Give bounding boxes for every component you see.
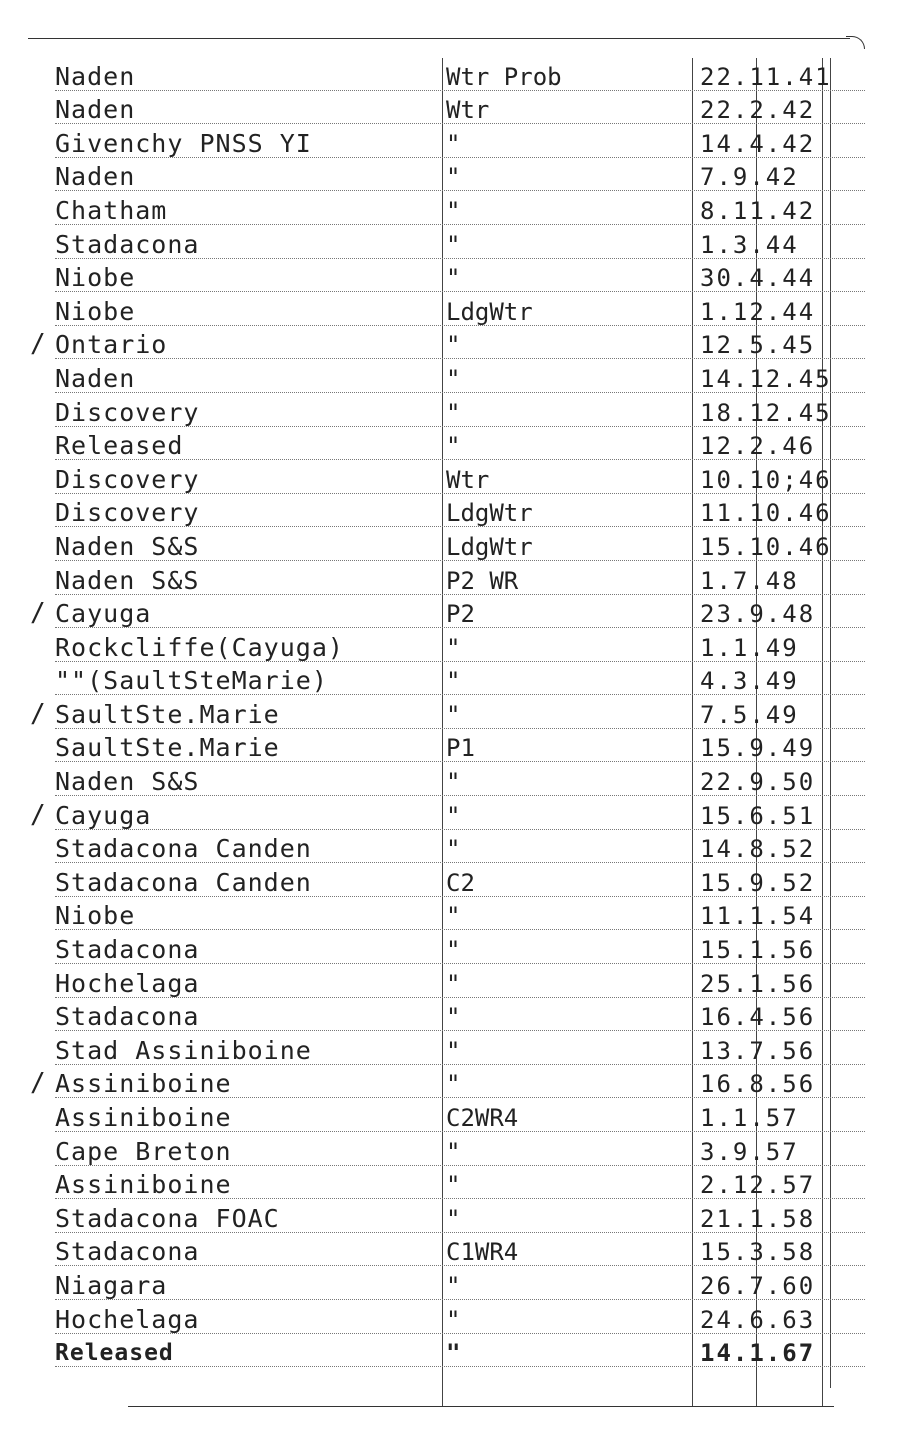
rank-rating: " <box>446 230 461 259</box>
record-row <box>0 631 900 665</box>
ship-name: Cayuga <box>55 599 152 629</box>
rank-rating: " <box>446 835 461 864</box>
posting-date: 15.9.49 <box>700 734 816 763</box>
record-row <box>0 329 900 363</box>
record-row <box>0 665 900 699</box>
ship-name: Hochelaga <box>55 968 200 998</box>
rank-rating: Wtr <box>446 465 490 494</box>
ship-name: Cayuga <box>55 800 152 830</box>
posting-date: 14.8.52 <box>700 835 816 864</box>
ship-name: Ontario <box>55 330 168 360</box>
posting-date: 13.7.56 <box>700 1036 816 1065</box>
record-row <box>0 1303 900 1337</box>
record-row <box>0 295 900 329</box>
ship-name: Stadacona FOAC <box>55 1203 280 1233</box>
ship-name: SaultSte.Marie <box>55 733 280 763</box>
posting-date: 18.12.45 <box>700 398 832 427</box>
ship-name: Discovery <box>55 498 200 528</box>
posting-date: 1.12.44 <box>700 297 816 326</box>
ship-name: Niobe <box>55 901 136 931</box>
record-row <box>0 161 900 195</box>
record-row <box>0 1269 900 1303</box>
rank-rating: LdgWtr <box>446 532 533 561</box>
posting-date: 12.2.46 <box>700 432 816 461</box>
posting-date: 25.1.56 <box>700 969 816 998</box>
posting-date: 16.8.56 <box>700 1070 816 1099</box>
rank-rating: " <box>446 331 461 360</box>
rank-rating: " <box>446 1305 461 1334</box>
ship-name: Stadacona <box>55 935 200 965</box>
rank-rating: " <box>446 398 461 427</box>
rank-rating: LdgWtr <box>446 499 533 528</box>
ship-name: ""(SaultSteMarie) <box>55 666 328 696</box>
rank-rating: Wtr <box>446 96 490 125</box>
record-row <box>0 933 900 967</box>
posting-date: 21.1.58 <box>700 1204 816 1233</box>
record-row <box>0 598 900 632</box>
posting-date: 15.9.52 <box>700 868 816 897</box>
posting-date: 12.5.45 <box>700 331 816 360</box>
ship-name: Hochelaga <box>55 1304 200 1334</box>
record-row <box>0 1135 900 1169</box>
record-row <box>0 430 900 464</box>
rank-rating: " <box>446 667 461 696</box>
record-row <box>0 1202 900 1236</box>
card-corner <box>846 36 865 49</box>
rank-rating: " <box>446 432 461 461</box>
ship-name: Stadacona Canden <box>55 834 312 864</box>
posting-date: 11.10.46 <box>700 499 832 528</box>
ship-name: Stadacona Canden <box>55 867 312 897</box>
rank-rating: C2WR4 <box>446 1104 519 1132</box>
ship-name: Assiniboine <box>55 1170 232 1200</box>
ship-name: Rockcliffe(Cayuga) <box>55 632 344 662</box>
ship-name: Stad Assiniboine <box>55 1035 312 1065</box>
ship-name: Naden S&S <box>55 565 200 595</box>
ship-name: Naden <box>55 61 136 91</box>
ship-name: Assiniboine <box>55 1069 232 1099</box>
rank-rating: C1WR4 <box>446 1238 519 1267</box>
rank-rating: " <box>446 1070 461 1099</box>
ship-name: Naden S&S <box>55 767 200 797</box>
rank-rating: Wtr Prob <box>446 62 562 91</box>
rank-rating: " <box>446 264 461 293</box>
rank-rating: " <box>446 364 461 393</box>
record-row <box>0 1034 900 1068</box>
ship-name: Naden S&S <box>55 531 200 561</box>
posting-date: 7.5.49 <box>700 700 799 729</box>
posting-date: 8.11.42 <box>700 196 816 225</box>
rank-rating: " <box>446 801 461 830</box>
record-row <box>0 967 900 1001</box>
ship-name: SaultSte.Marie <box>55 699 280 729</box>
record-row <box>0 262 900 296</box>
bottom-rule <box>128 1406 834 1407</box>
posting-date: 2.12.57 <box>700 1171 816 1200</box>
rank-rating: " <box>446 1271 461 1300</box>
ship-name: Naden <box>55 162 136 192</box>
posting-date: 23.9.48 <box>700 600 816 629</box>
posting-date: 11.1.54 <box>700 902 816 931</box>
posting-date: 10.10;46 <box>700 465 832 494</box>
posting-date: 16.4.56 <box>700 1003 816 1032</box>
ship-name: Released <box>55 431 184 461</box>
ship-name: Stadacona <box>55 229 200 259</box>
record-row <box>0 1337 900 1371</box>
posting-date: 14.1.67 <box>700 1339 816 1368</box>
record-row <box>0 94 900 128</box>
posting-date: 15.10.46 <box>700 532 832 561</box>
posting-date: 1.7.48 <box>700 566 799 595</box>
posting-date: 4.3.49 <box>700 667 799 696</box>
rank-rating: " <box>446 768 461 797</box>
record-row <box>0 1101 900 1135</box>
ship-name: Givenchy PNSS YI <box>55 128 312 158</box>
rank-rating: C2 <box>446 868 475 897</box>
record-row <box>0 530 900 564</box>
record-row <box>0 866 900 900</box>
record-row <box>0 362 900 396</box>
rank-rating: " <box>446 633 461 662</box>
record-row <box>0 799 900 833</box>
check-mark: / <box>30 1068 46 1099</box>
top-rule <box>28 38 850 39</box>
rank-rating: " <box>446 969 461 998</box>
record-row <box>0 1001 900 1035</box>
record-row <box>0 127 900 161</box>
record-row <box>0 765 900 799</box>
posting-date: 7.9.42 <box>700 163 799 192</box>
rank-rating: " <box>446 902 461 931</box>
rank-rating: " <box>446 163 461 192</box>
ship-name: Niobe <box>55 263 136 293</box>
check-mark: / <box>30 799 46 830</box>
record-row <box>0 732 900 766</box>
record-row <box>0 698 900 732</box>
record-row <box>0 1236 900 1270</box>
ship-name: Cape Breton <box>55 1136 232 1166</box>
record-row <box>0 497 900 531</box>
ship-name: Assiniboine <box>55 1103 232 1132</box>
ship-name: Discovery <box>55 397 200 427</box>
rank-rating: P2 WR <box>446 566 519 595</box>
posting-date: 3.9.57 <box>700 1137 799 1166</box>
rank-rating: " <box>446 1339 461 1368</box>
record-rows <box>0 60 900 1370</box>
rank-rating: " <box>446 1137 461 1166</box>
posting-date: 15.3.58 <box>700 1238 816 1267</box>
record-row <box>0 228 900 262</box>
posting-date: 1.3.44 <box>700 230 799 259</box>
ship-name: Discovery <box>55 464 200 494</box>
posting-date: 1.1.57 <box>700 1104 799 1132</box>
ship-name: Niagara <box>55 1270 168 1300</box>
posting-date: 14.4.42 <box>700 129 816 158</box>
ship-name: Released <box>55 1340 174 1367</box>
record-row <box>0 900 900 934</box>
rank-rating: " <box>446 1204 461 1233</box>
check-mark: / <box>30 329 46 360</box>
record-row <box>0 833 900 867</box>
rank-rating: P2 <box>446 600 475 629</box>
posting-date: 26.7.60 <box>700 1271 816 1300</box>
check-mark: / <box>30 598 46 629</box>
ship-name: Stadacona <box>55 1002 200 1032</box>
ship-name: Naden <box>55 95 136 125</box>
ship-name: Naden <box>55 363 136 393</box>
record-row <box>0 396 900 430</box>
rank-rating: " <box>446 1036 461 1065</box>
record-row <box>0 194 900 228</box>
posting-date: 15.1.56 <box>700 936 816 965</box>
record-row <box>0 1068 900 1102</box>
rank-rating: " <box>446 1003 461 1032</box>
rank-rating: LdgWtr <box>446 297 533 326</box>
record-row <box>0 564 900 598</box>
posting-date: 14.12.45 <box>700 364 832 393</box>
record-row <box>0 60 900 94</box>
posting-date: 22.11.41 <box>700 62 832 91</box>
check-mark: / <box>30 698 46 729</box>
rank-rating: " <box>446 1171 461 1200</box>
record-row <box>0 1169 900 1203</box>
posting-date: 24.6.63 <box>700 1305 816 1334</box>
posting-date: 22.2.42 <box>700 96 816 125</box>
posting-date: 30.4.44 <box>700 264 816 293</box>
record-row <box>0 463 900 497</box>
ship-name: Niobe <box>55 296 136 326</box>
posting-date: 22.9.50 <box>700 768 816 797</box>
ship-name: Stadacona <box>55 1237 200 1267</box>
rank-rating: " <box>446 700 461 729</box>
rank-rating: " <box>446 196 461 225</box>
posting-date: 1.1.49 <box>700 633 799 662</box>
rank-rating: P1 <box>446 734 475 763</box>
rank-rating: " <box>446 129 461 158</box>
rank-rating: " <box>446 936 461 965</box>
posting-date: 15.6.51 <box>700 801 816 830</box>
ship-name: Chatham <box>55 195 168 225</box>
